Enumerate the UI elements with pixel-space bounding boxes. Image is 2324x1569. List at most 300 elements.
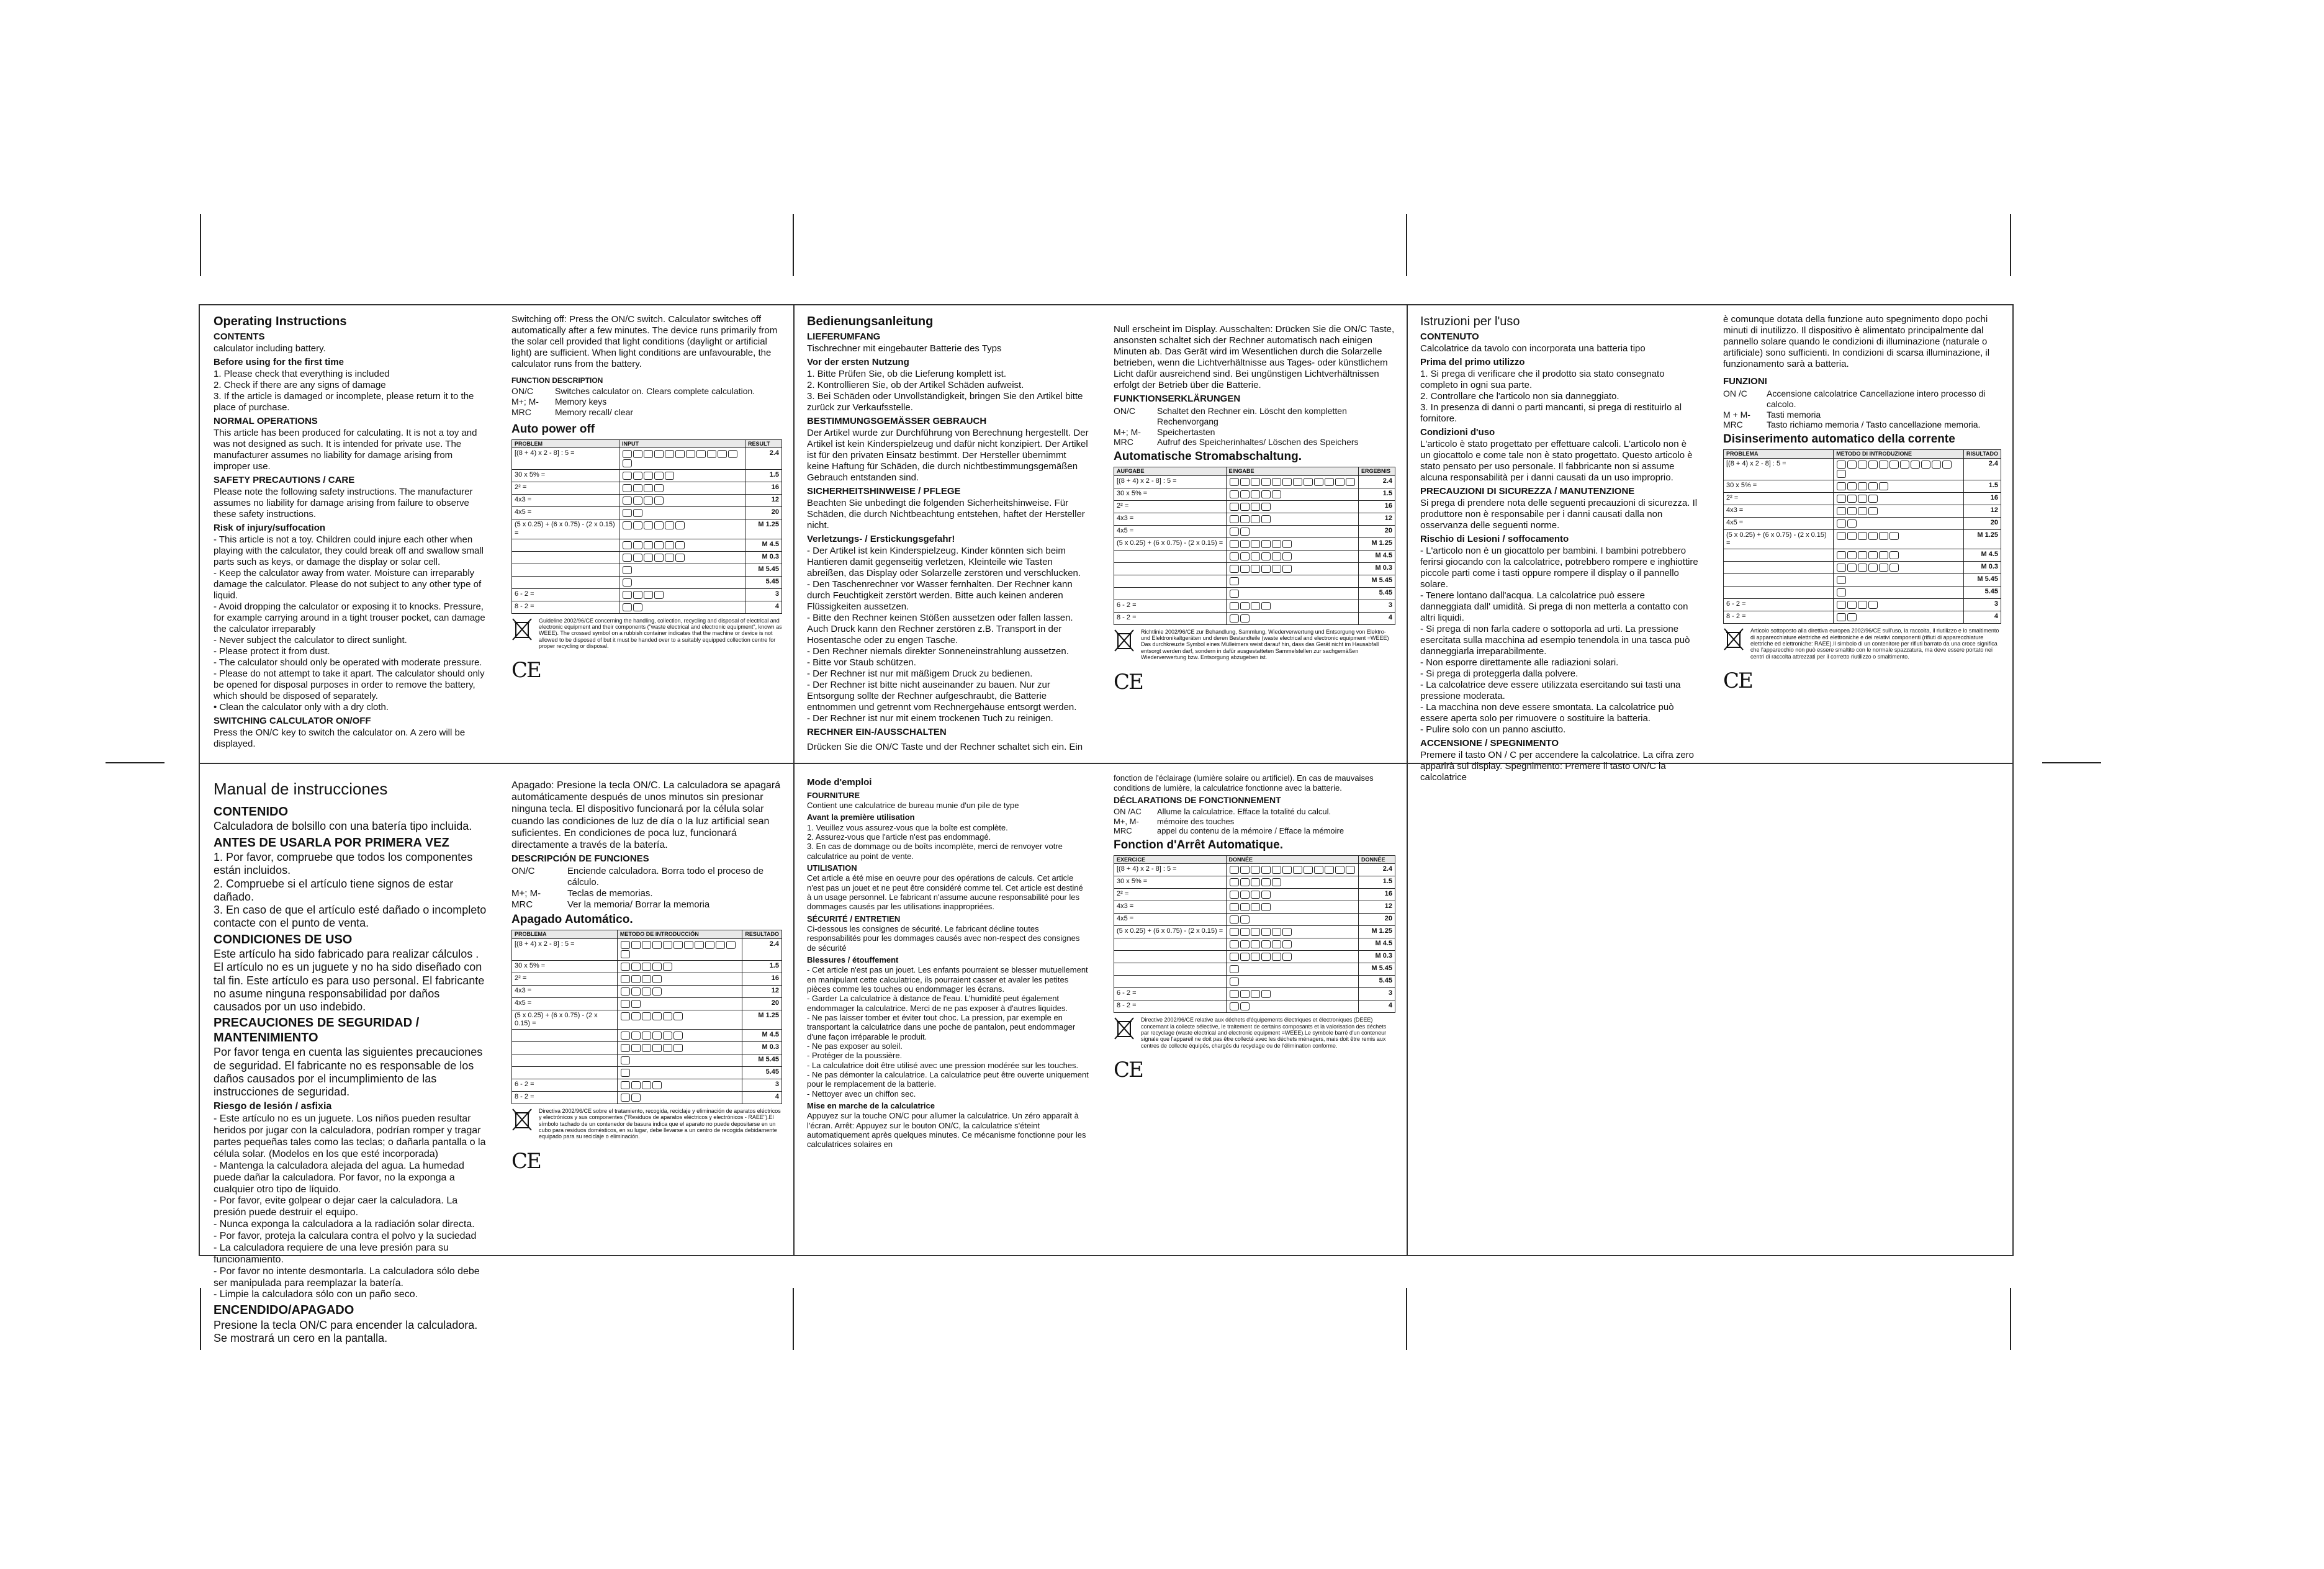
calculator-key-icon [1868,507,1878,515]
list-item: 2. Assurez-vous que l'article n'est pas endommagé. [807,832,991,842]
section-heading: DÉCLARATIONS DE FONCTIONNEMENT [1114,795,1281,806]
input-keys-cell [1226,988,1358,1000]
crop-mark [2010,214,2011,276]
calculator-key-icon [1230,602,1239,610]
list-item: - Der Rechner ist bitte nicht auseinander zu bauen. Nur zur Entsorgung sollte der Rechner aufgeschraubt, die Batterie entnommen und getrennt vom Rechnergehäuse entsorgt werden. [807,680,1077,713]
calculator-key-icon [1293,866,1302,874]
table-row [1114,889,1395,901]
section-text: L'articolo è stato progettato per effettuare calcoli. L'articolo non è un giocattolo e come tale non è stato progettato. Questo articolo è stato pensato per uso personale. Il fabbricante non si assume alcuna responsabilità per i danni causati da un uso improprio. [1420,439,1693,483]
problem-cell: 4x3 = [1114,901,1227,914]
function-list [1723,389,2001,430]
calculator-key-icon [1230,940,1239,948]
calculator-key-icon [716,941,725,949]
result-cell: M 4.5 [1359,938,1395,951]
table-row [512,539,782,551]
table-row [512,985,782,997]
section-heading: RECHNER EIN-/AUSSCHALTEN [807,727,947,737]
problem-cell: (5 x 0.25) + (6 x 0.75) - (2 x 0.15) = [1114,537,1227,550]
calculator-key-icon [654,554,664,562]
calculator-key-icon [642,1081,651,1089]
section-heading: Before using for the first time [214,357,345,367]
calculator-key-icon [1261,928,1271,936]
function-desc: mémoire des touches [1157,816,1235,826]
calculator-key-icon [1251,878,1260,886]
calculator-key-icon [1240,478,1250,486]
section-heading: FUNCTION DESCRIPTION [511,376,603,385]
problem-cell [1114,951,1227,963]
calculator-key-icon [1837,507,1846,515]
result-cell: 2.4 [742,938,782,960]
table-row [1724,611,2001,624]
calculator-key-icon [1230,965,1239,973]
result-cell: M 0.3 [1359,562,1395,575]
problem-cell [1114,562,1227,575]
input-keys-cell [617,1030,742,1042]
calculator-key-icon [1251,903,1260,911]
list-item: - Keep the calculator away from water. Moisture can irreparably damage the calculator. Please do not subject to any other type of liquid. [214,568,482,601]
input-keys-cell [1226,488,1358,500]
ce-mark: CE [1114,1058,1143,1083]
list-item: - Please protect it from dust. [214,646,330,657]
input-keys-cell [1226,525,1358,537]
calculator-key-icon [644,541,653,549]
calculator-key-icon [1858,507,1867,515]
calculator-key-icon [1868,551,1878,559]
calculator-key-icon [623,450,632,458]
calculator-key-icon [1847,601,1857,609]
calculator-key-icon [1240,552,1250,560]
calculator-key-icon [1230,1002,1239,1010]
table-row [512,519,782,539]
example-table [1723,449,2001,624]
auto-off-heading: Fonction d'Arrêt Automatique. [1114,838,1283,852]
calculator-key-icon [621,975,630,983]
list-item: 1. Si prega di verificare che il prodotto sia stato consegnato completo in ogni sua parte. [1420,369,1665,390]
calculator-key-icon [1272,878,1281,886]
list-item: - Protéger de la poussière. [807,1051,903,1061]
list-item: - La calculadora requiere de una leve presión para su funcionamiento. [214,1242,449,1265]
table-row [1724,517,2001,529]
input-keys-cell [619,588,745,601]
calculator-key-icon [1282,540,1292,548]
panel-spanish-instructions [200,763,498,1345]
calculator-key-icon [633,484,642,492]
function-desc: Switches calculator on. Clears complete calculation. [555,386,755,397]
calculator-key-icon [621,1000,630,1008]
result-cell: 1.5 [1359,488,1395,500]
result-cell: M 1.25 [1359,537,1395,550]
list-item: - Bitte vor Staub schützen. [807,657,916,668]
crop-mark [793,1288,794,1350]
input-keys-cell [1834,529,1964,549]
section-heading: Blessures / étouffement [807,955,899,964]
table-row [512,448,782,470]
calculator-key-icon [631,963,641,971]
section-text: Beachten Sie unbedingt die folgenden Sicherheitshinweise. Für Schäden, die durch Nichtbeachtung entstehen, haftet der Hersteller nicht. [807,498,1085,531]
input-keys-cell [1226,864,1358,876]
function-desc: Enciende calculadora. Borra todo el proceso de cálculo. [567,866,764,888]
calculator-key-icon [642,1012,651,1020]
calculator-key-icon [1293,478,1302,486]
section-heading: PRECAUZIONI DI SICUREZZA / MANUTENZIONE [1420,486,1635,497]
calculator-key-icon [1900,461,1909,469]
section-heading: CONTENIDO [214,804,288,819]
calculator-key-icon [1272,540,1281,548]
problem-cell: 8 - 2 = [1724,611,1834,624]
table-header-cell: AUFGABE [1114,467,1227,475]
result-cell: 20 [1359,525,1395,537]
calculator-key-icon [1868,461,1878,469]
calculator-key-icon [1858,532,1867,540]
list-item: - The calculator should only be operated with moderate pressure. [214,657,482,668]
calculator-key-icon [1261,990,1271,998]
calculator-key-icon [673,1044,683,1052]
input-keys-cell [619,495,745,507]
weee-text: Guideline 2002/96/CE concerning the handling, collection, recycling and disposal of electrical and electronic equipment and their components ("waste electrical and electronic equipment", known as WEEE). The crossed symbol on a rubbish container indicates that the machine or device is not allowed to be disposed of but it must be handed over to a suitably equipped collection centre for proper recycling or disposal. [539,617,782,650]
result-cell: M 5.45 [745,564,782,576]
calculator-key-icon [1837,601,1846,609]
result-cell: 4 [745,601,782,613]
calculator-key-icon [633,472,642,480]
input-keys-cell [1226,901,1358,914]
section-heading: Riesgo de lesión / asfixia [214,1101,332,1112]
calculator-key-icon [1942,461,1952,469]
table-row [1724,599,2001,611]
problem-cell: 4x5 = [1114,525,1227,537]
result-cell: M 4.5 [745,539,782,551]
table-header-cell: ERGEBNIS [1359,467,1395,475]
calculator-key-icon [623,566,632,574]
table-header-cell: PROBLEM [512,439,619,448]
table-row [1114,587,1395,600]
section-heading: SAFETY PRECAUTIONS / CARE [214,475,355,485]
calculator-key-icon [623,472,632,480]
result-cell: 20 [745,507,782,519]
calculator-key-icon [644,591,653,599]
calculator-key-icon [652,1032,662,1040]
result-cell: M 4.5 [1963,549,2001,562]
problem-cell: 2² = [1114,500,1227,513]
calculator-key-icon [1325,478,1334,486]
calculator-key-icon [1251,478,1260,486]
list-item: - Si prega di non farla cadere o sottoporla ad urti. La pressione esercitata sulla macchina ad esempio tenendola in una tasca può danneggiarla irreparabilmente. [1420,624,1690,657]
section-heading: LIEFERUMFANG [807,331,881,342]
function-desc: Memory keys [555,397,607,407]
calculator-key-icon [644,472,653,480]
problem-cell [512,1067,618,1079]
result-cell: M 0.3 [745,551,782,564]
problem-cell: [(8 + 4) x 2 - 8] : 5 = [512,448,619,470]
section-heading: Condizioni d'uso [1420,427,1495,438]
calculator-key-icon [1272,940,1281,948]
calculator-key-icon [652,987,662,996]
calculator-key-icon [1879,461,1888,469]
problem-cell: 30 x 5% = [512,470,619,482]
calculator-key-icon [1251,540,1260,548]
result-cell: 12 [745,495,782,507]
section-text: This article has been produced for calculating. It is not a toy and was not designed as such. It is intended for private use. The manufacturer assumes no liability for damage arising from improper use. [214,428,477,472]
section-heading: ACCENSIONE / SPEGNIMENTO [1420,738,1559,749]
calculator-key-icon [695,941,704,949]
input-keys-cell [1834,517,1964,529]
calculator-key-icon [1847,564,1857,572]
calculator-key-icon [1230,540,1239,548]
section-heading: Vor der ersten Nutzung [807,357,909,367]
calculator-key-icon [1230,915,1239,924]
calculator-key-icon [1251,891,1260,899]
calculator-key-icon [652,1012,662,1020]
calculator-key-icon [654,521,664,529]
calculator-key-icon [633,603,642,611]
function-desc: Allume la calculatrice. Efface la totalité du calcul. [1157,806,1331,816]
section-heading: SÉCURITÉ / ENTRETIEN [807,914,901,924]
calculator-key-icon [1911,461,1920,469]
calculator-key-icon [1240,528,1250,536]
section-text: Por favor tenga en cuenta las siguientes precauciones de seguridad. El fabricante no es responsable de los daños causados por el incumplimiento de las instrucciones de seguridad. [214,1046,483,1099]
auto-off-heading: Automatische Stromabschaltung. [1114,450,1302,464]
calculator-key-icon [675,541,685,549]
result-cell: 5.45 [1359,976,1395,988]
calculator-key-icon [1282,866,1292,874]
calculator-key-icon [1251,565,1260,573]
calculator-key-icon [644,497,653,505]
table-header-row [1724,449,2001,458]
input-keys-cell [1226,513,1358,525]
section-heading: UTILISATION [807,863,857,873]
calculator-key-icon [1847,495,1857,503]
calculator-key-icon [1837,470,1846,478]
input-keys-cell [617,985,742,997]
result-cell: 4 [1359,1000,1395,1013]
calculator-key-icon [1240,515,1250,523]
crop-mark [106,762,164,763]
calculator-key-icon [1240,1002,1250,1010]
problem-cell: (5 x 0.25) + (6 x 0.75) - (2 x 0.15) = [512,1010,618,1029]
list-item: - Tenere lontano dall'acqua. La calcolatrice può essere danneggiata dall' umidità. Si prega di non metterla a contatto con altri liquidi. [1420,590,1688,623]
input-keys-cell [1226,562,1358,575]
calculator-key-icon [665,472,674,480]
calculator-key-icon [1335,478,1344,486]
result-cell: 20 [1963,517,2001,529]
weee-notice [1723,627,2001,660]
calculator-key-icon [1837,461,1846,469]
problem-cell [512,564,619,576]
problem-cell: 8 - 2 = [1114,1000,1227,1013]
calculator-key-icon [673,1012,683,1020]
section-text: Der Artikel wurde zur Durchführung von Berechnung hergestellt. Der Artikel ist kein Kinderspielzeug und dafür nicht konzipiert. Der Artikel ist für den privaten Einsatz bestimmt. Der Hersteller übernimmt keine Haftung für Schäden, die durch nichtbestimmungsgemäßen Gebrauch entstanden sind. [807,428,1089,483]
input-keys-cell [1226,600,1358,612]
calculator-key-icon [1240,602,1250,610]
input-keys-cell [617,960,742,973]
list-item: 1. Bitte Prüfen Sie, ob die Lieferung komplett ist. [807,369,1007,379]
crop-mark [200,214,201,276]
function-key: ON/C [511,866,535,877]
result-cell: 1.5 [1359,876,1395,889]
panel-french-instructions [793,763,1100,1255]
section-text: Switching off: Press the ON/C switch. Calculator switches off automatically after a few minutes. The device runs primarily from the solar cell provided that light conditions (daylight or artificial light) are sufficient. When light conditions are unfavourable, the calculator runs from the battery. [511,314,778,369]
input-keys-cell [1834,611,1964,624]
result-cell: M 1.25 [1359,926,1395,938]
table-header-cell: INPUT [619,439,745,448]
list-item: - This article is not a toy. Children could injure each other when playing with the calculator, they could break off and swallow small parts such as keys, or damage the display or solar cell. [214,534,484,567]
input-keys-cell [619,519,745,539]
calculator-key-icon [633,591,642,599]
input-keys-cell [619,507,745,519]
calculator-key-icon [621,1032,630,1040]
function-desc: Tasti memoria [1767,409,1821,420]
table-row [1114,901,1395,914]
section-text: Apagado: Presione la tecla ON/C. La calculadora se apagará automáticamente después de unos minutos sin presionar ninguna tecla. El dispositivo funcionará por la célula solar cuando las condiciones de luz de día o la luz artificial sean suficientes. En condiciones de poca luz, funcionará directamente a través de la batería. [511,780,781,850]
table-header-row [1114,467,1395,475]
calculator-key-icon [621,1012,630,1020]
calculator-key-icon [1230,866,1239,874]
result-cell: 20 [742,997,782,1010]
calculator-key-icon [654,450,664,458]
result-cell: 16 [742,973,782,985]
table-header-cell: RESULT [745,439,782,448]
problem-cell: 4x5 = [512,507,619,519]
calculator-key-icon [1230,528,1239,536]
table-header-row [512,930,782,938]
crossed-bin-icon [511,618,533,641]
section-heading: Verletzungs- / Erstickungsgefahr! [807,534,955,544]
calculator-key-icon [633,554,642,562]
calculator-key-icon [1282,565,1292,573]
calculator-key-icon [642,941,651,949]
section-text: Cet article a été mise en oeuvre pour des opérations de calculs. Cet article n'est pas un jouet et ne peut être considéré comme tel. Cet article est destiné à un usage personnel. Le fabricant n'assume aucune responsabilité pour les dommages causés par les utilisations inappropriées. [807,873,1083,912]
calculator-key-icon [652,1044,662,1052]
function-key: MRC [511,899,533,910]
calculator-key-icon [621,987,630,996]
section-text: Contient une calculatrice de bureau munie d'un pile de type [807,801,1019,811]
calculator-key-icon [633,450,642,458]
calculator-key-icon [663,963,672,971]
ce-mark: CE [1114,669,1143,695]
table-header-cell: PROBLEMA [512,930,618,938]
list-item: - La macchina non deve essere smontata. La calcolatrice può essere aperta solo per rimuovere o sostituire la batteria. [1420,702,1674,724]
crop-mark [200,1288,201,1350]
input-keys-cell [1834,505,1964,517]
table-row [512,601,782,613]
section-heading: FUNZIONI [1723,376,1767,387]
input-keys-cell [619,576,745,588]
list-item: - Den Taschenrechner vor Wasser fernhalten. Der Rechner kann durch Feuchtigkeit zerstört werden. Bitte auch keinen anderen Flüssigkeiten aussetzen. [807,579,1073,612]
input-keys-cell [617,1042,742,1054]
function-desc: Memory recall/ clear [555,407,634,417]
result-cell: 16 [1359,889,1395,901]
list-item: - Mantenga la calculadora alejada del agua. La humedad puede dañar la calculadora. Por favor, no la exponga a cualquier otro tipo de líquido. [214,1160,464,1195]
calculator-key-icon [675,554,685,562]
calculator-key-icon [1858,564,1867,572]
ce-mark: CE [1723,668,1752,693]
problem-cell: 2² = [512,973,618,985]
calculator-key-icon [1251,953,1260,961]
example-table [1114,467,1395,625]
result-cell: 2.4 [1963,458,2001,480]
calculator-key-icon [631,987,641,996]
calculator-key-icon [1837,551,1846,559]
input-keys-cell [1834,587,1964,599]
input-keys-cell [1834,480,1964,492]
result-cell: M 4.5 [1359,550,1395,562]
calculator-key-icon [642,1044,651,1052]
function-desc: Schaltet den Rechner ein. Löscht den kompletten Rechenvorgang [1157,406,1347,426]
panel-title: Manual de instrucciones [214,780,388,798]
table-row [1724,480,2001,492]
calculator-key-icon [1837,564,1846,572]
result-cell: M 5.45 [1359,575,1395,587]
table-row [512,495,782,507]
table-row [1114,612,1395,624]
result-cell: M 0.3 [1359,951,1395,963]
calculator-key-icon [1230,515,1239,523]
calculator-key-icon [642,1032,651,1040]
input-keys-cell [619,564,745,576]
input-keys-cell [617,1079,742,1092]
section-text: Tischrechner mit eingebauter Batterie des Typs [807,343,1002,354]
calculator-key-icon [1282,552,1292,560]
result-cell: 2.4 [1359,475,1395,488]
table-row [1114,513,1395,525]
calculator-key-icon [1858,461,1867,469]
input-keys-cell [1226,963,1358,976]
auto-off-heading: Apagado Automático. [511,913,633,927]
table-row [1724,587,2001,599]
result-cell: 20 [1359,914,1395,926]
calculator-key-icon [642,987,651,996]
table-row [512,1092,782,1104]
function-desc: Teclas de memorias. [567,888,653,899]
calculator-key-icon [1304,866,1313,874]
section-heading: CONDICIONES DE USO [214,932,353,946]
calculator-key-icon [1847,519,1857,528]
list-item: 1. Por favor, compruebe que todos los componentes están incluidos. [214,851,473,877]
table-row [1114,475,1395,488]
panel-title: Istruzioni per l'uso [1420,315,1520,328]
calculator-key-icon [1847,507,1857,515]
calculator-key-icon [1261,565,1271,573]
calculator-key-icon [654,484,664,492]
problem-cell: [(8 + 4) x 2 - 8] : 5 = [512,938,618,960]
list-item: - Ne pas laisser tomber et éviter tout choc. La pression, par exemple en transportant la calculatrice dans une poche de pantalon, peut endommager d'une façon irréparable le produit. [807,1012,1076,1041]
calculator-key-icon [1240,490,1250,498]
calculator-key-icon [621,1081,630,1089]
list-item: - Cet article n'est pas un jouet. Les enfants pourraient se blesser mutuellement en manipulant cette calculatrice, ils pourraient casser et avaler les petites pièces comme les touches ou endommager les écrans. [807,965,1088,994]
calculator-key-icon [633,509,642,517]
list-item: - Avoid dropping the calculator or exposing it to knocks. Pressure, for example carrying around in a tight trouser pocket, can damage the calculator irreparably [214,601,485,634]
calculator-key-icon [633,521,642,529]
calculator-key-icon [1314,478,1323,486]
section-text: Appuyez sur la touche ON/C pour allumer la calculatrice. Un zéro apparaît à l'écran. Arrêt: Appuyez sur le bouton ON/C, la calculatrice s'éteint automatiquement après quelques minutes. Ce mécanisme fonctionne pour les calculatrices solaires en [807,1111,1086,1149]
input-keys-cell [617,973,742,985]
section-text: fonction de l'éclairage (lumière solaire ou artificiel). En cas de mauvaises conditions de lumière, la calculatrice fonctionne avec la batterie. [1114,773,1374,793]
function-desc: Ver la memoria/ Borrar la memoria [567,899,710,910]
table-row [1114,1000,1395,1013]
list-item: - Garder La calculatrice à distance de l'eau. L'humidité peut également endommager la calculatrice. Merci de ne pas exposer à d'autres liquides. [807,994,1068,1013]
calculator-key-icon [1240,953,1250,961]
input-keys-cell [1226,500,1358,513]
calculator-key-icon [1847,551,1857,559]
problem-cell [1114,575,1227,587]
calculator-key-icon [1230,903,1239,911]
input-keys-cell [1226,976,1358,988]
list-item: - Ne pas exposer au soleil. [807,1041,903,1051]
calculator-key-icon [1261,953,1271,961]
calculator-key-icon [673,941,683,949]
section-heading: SICHERHEITSHINWEISE / PFLEGE [807,486,961,497]
input-keys-cell [1226,1000,1358,1013]
list-item: - Non esporre direttamente alle radiazioni solari. [1420,657,1619,668]
